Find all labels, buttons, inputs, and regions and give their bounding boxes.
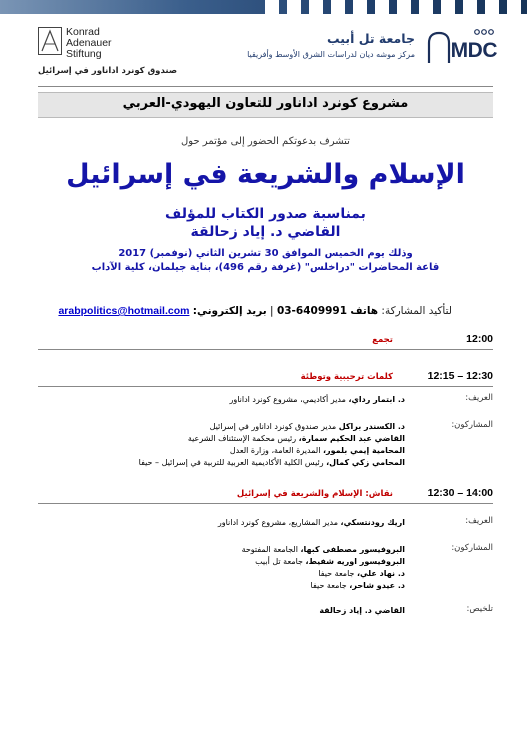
rsvp-label: لتأكيد المشاركة: [381,305,452,317]
header-divider [38,86,493,87]
project-banner [38,92,493,118]
program-time: 12:30 – 14:00 [427,487,493,499]
program-divider [38,386,493,387]
participants-list [139,421,405,469]
person-line: البروفيسور مصطفى كبها، الجامعة المفتوحة [241,545,405,554]
person-line: القاضي د. إياد زحالقة [319,606,405,615]
rsvp-line [58,305,452,317]
invitation-intro: تتشرف بدعوتكم الحضور إلى مؤتمر حول [181,136,350,147]
email-link[interactable]: arabpolitics@hotmail.com [58,305,190,317]
event-venue: قاعة المحاضرات "دراخلس" (غرفة رقم 496)، بناية جيلمان، كلية الآداب [91,262,440,273]
program-title: نقاش: الإسلام والشريعة في إسرائيل [236,489,393,499]
person-line: اريك رودنتسكي، مدير المشاريع، مشروع كونرد اداناور [217,518,405,527]
ka-name-line3: Stiftung [66,48,102,60]
role-label: تلخيص: [466,604,493,614]
mdc-wordmark: MDC [450,39,497,62]
event-date: وذلك يوم الخميس الموافق 30 تشرين الثاني (نوفمبر) 2017 [118,248,413,259]
phone-label: هاتف [350,305,379,317]
person-line: د. نهاد علي، جامعة حيفا [318,569,405,578]
program-time: 12:15 – 12:30 [427,370,493,382]
role-label: العريف: [465,393,493,403]
rsvp-separator: | [270,305,274,317]
ka-fund-name: صندوق كونرد اداناور في إسرائيل [38,66,178,76]
person-line: د. عيدو شاحر، جامعة حيفا [310,581,405,590]
mdc-emblem-icon [425,31,497,67]
person-line: البروفيسور اوريه شفيط، جامعة تل أبيب [255,557,405,566]
person-line: د. الكسندر براكل مدير صندوق كونرد اداناور في إسرائيل [209,422,405,431]
program-title: كلمات ترحيبية وتوطئة [300,372,393,382]
ka-emblem-icon [38,27,62,55]
person-line: القاضي عبد الحكيم سمارة، رئيس محكمة الإستئناف الشرعية [187,434,405,443]
participants-list [242,544,405,592]
tau-title: جامعة تل أبيب [327,31,415,46]
program-divider [38,349,493,350]
ka-name-line1: Konrad [66,26,100,38]
occasion-line2: القاضي د. إياد زحالقة [190,224,341,240]
program-divider [38,503,493,504]
tau-subtitle: مركز موشه ديان لدراسات الشرق الأوسط وأفريقيا [247,50,415,59]
conference-title: الإسلام والشريعة في إسرائيل [66,159,465,190]
role-label: المشاركون: [451,420,493,430]
tau-mdc-logo [247,25,497,77]
person-line: د. ابتمار رداي، مدير أكاديمي، مشروع كونرد اداناور [229,395,405,404]
project-title: مشروع كونرد اداناور للتعاون اليهودي-العربي [122,96,409,111]
email-label: بريد إلكتروني: [192,305,267,317]
program-time: 12:00 [466,333,493,345]
person-line: المحامي زكي كمال، رئيس الكلية الأكاديمية العربية للتربية في إسرائيل – حيفا [138,458,405,467]
occasion-line1: بمناسبة صدور الكتاب للمؤلف [165,206,366,222]
decorative-top-bar [0,0,527,14]
role-label: المشاركون: [451,543,493,553]
person-line: المحامية إيمي بلمور، المديرة العامة، وزارة العدل [229,446,405,455]
role-label: العريف: [465,516,493,526]
ka-name-line2: Adenauer [66,37,112,49]
phone-number: 03-6409991 [276,305,348,317]
program-title: تجمع [372,335,393,345]
konrad-adenauer-logo [38,27,188,77]
